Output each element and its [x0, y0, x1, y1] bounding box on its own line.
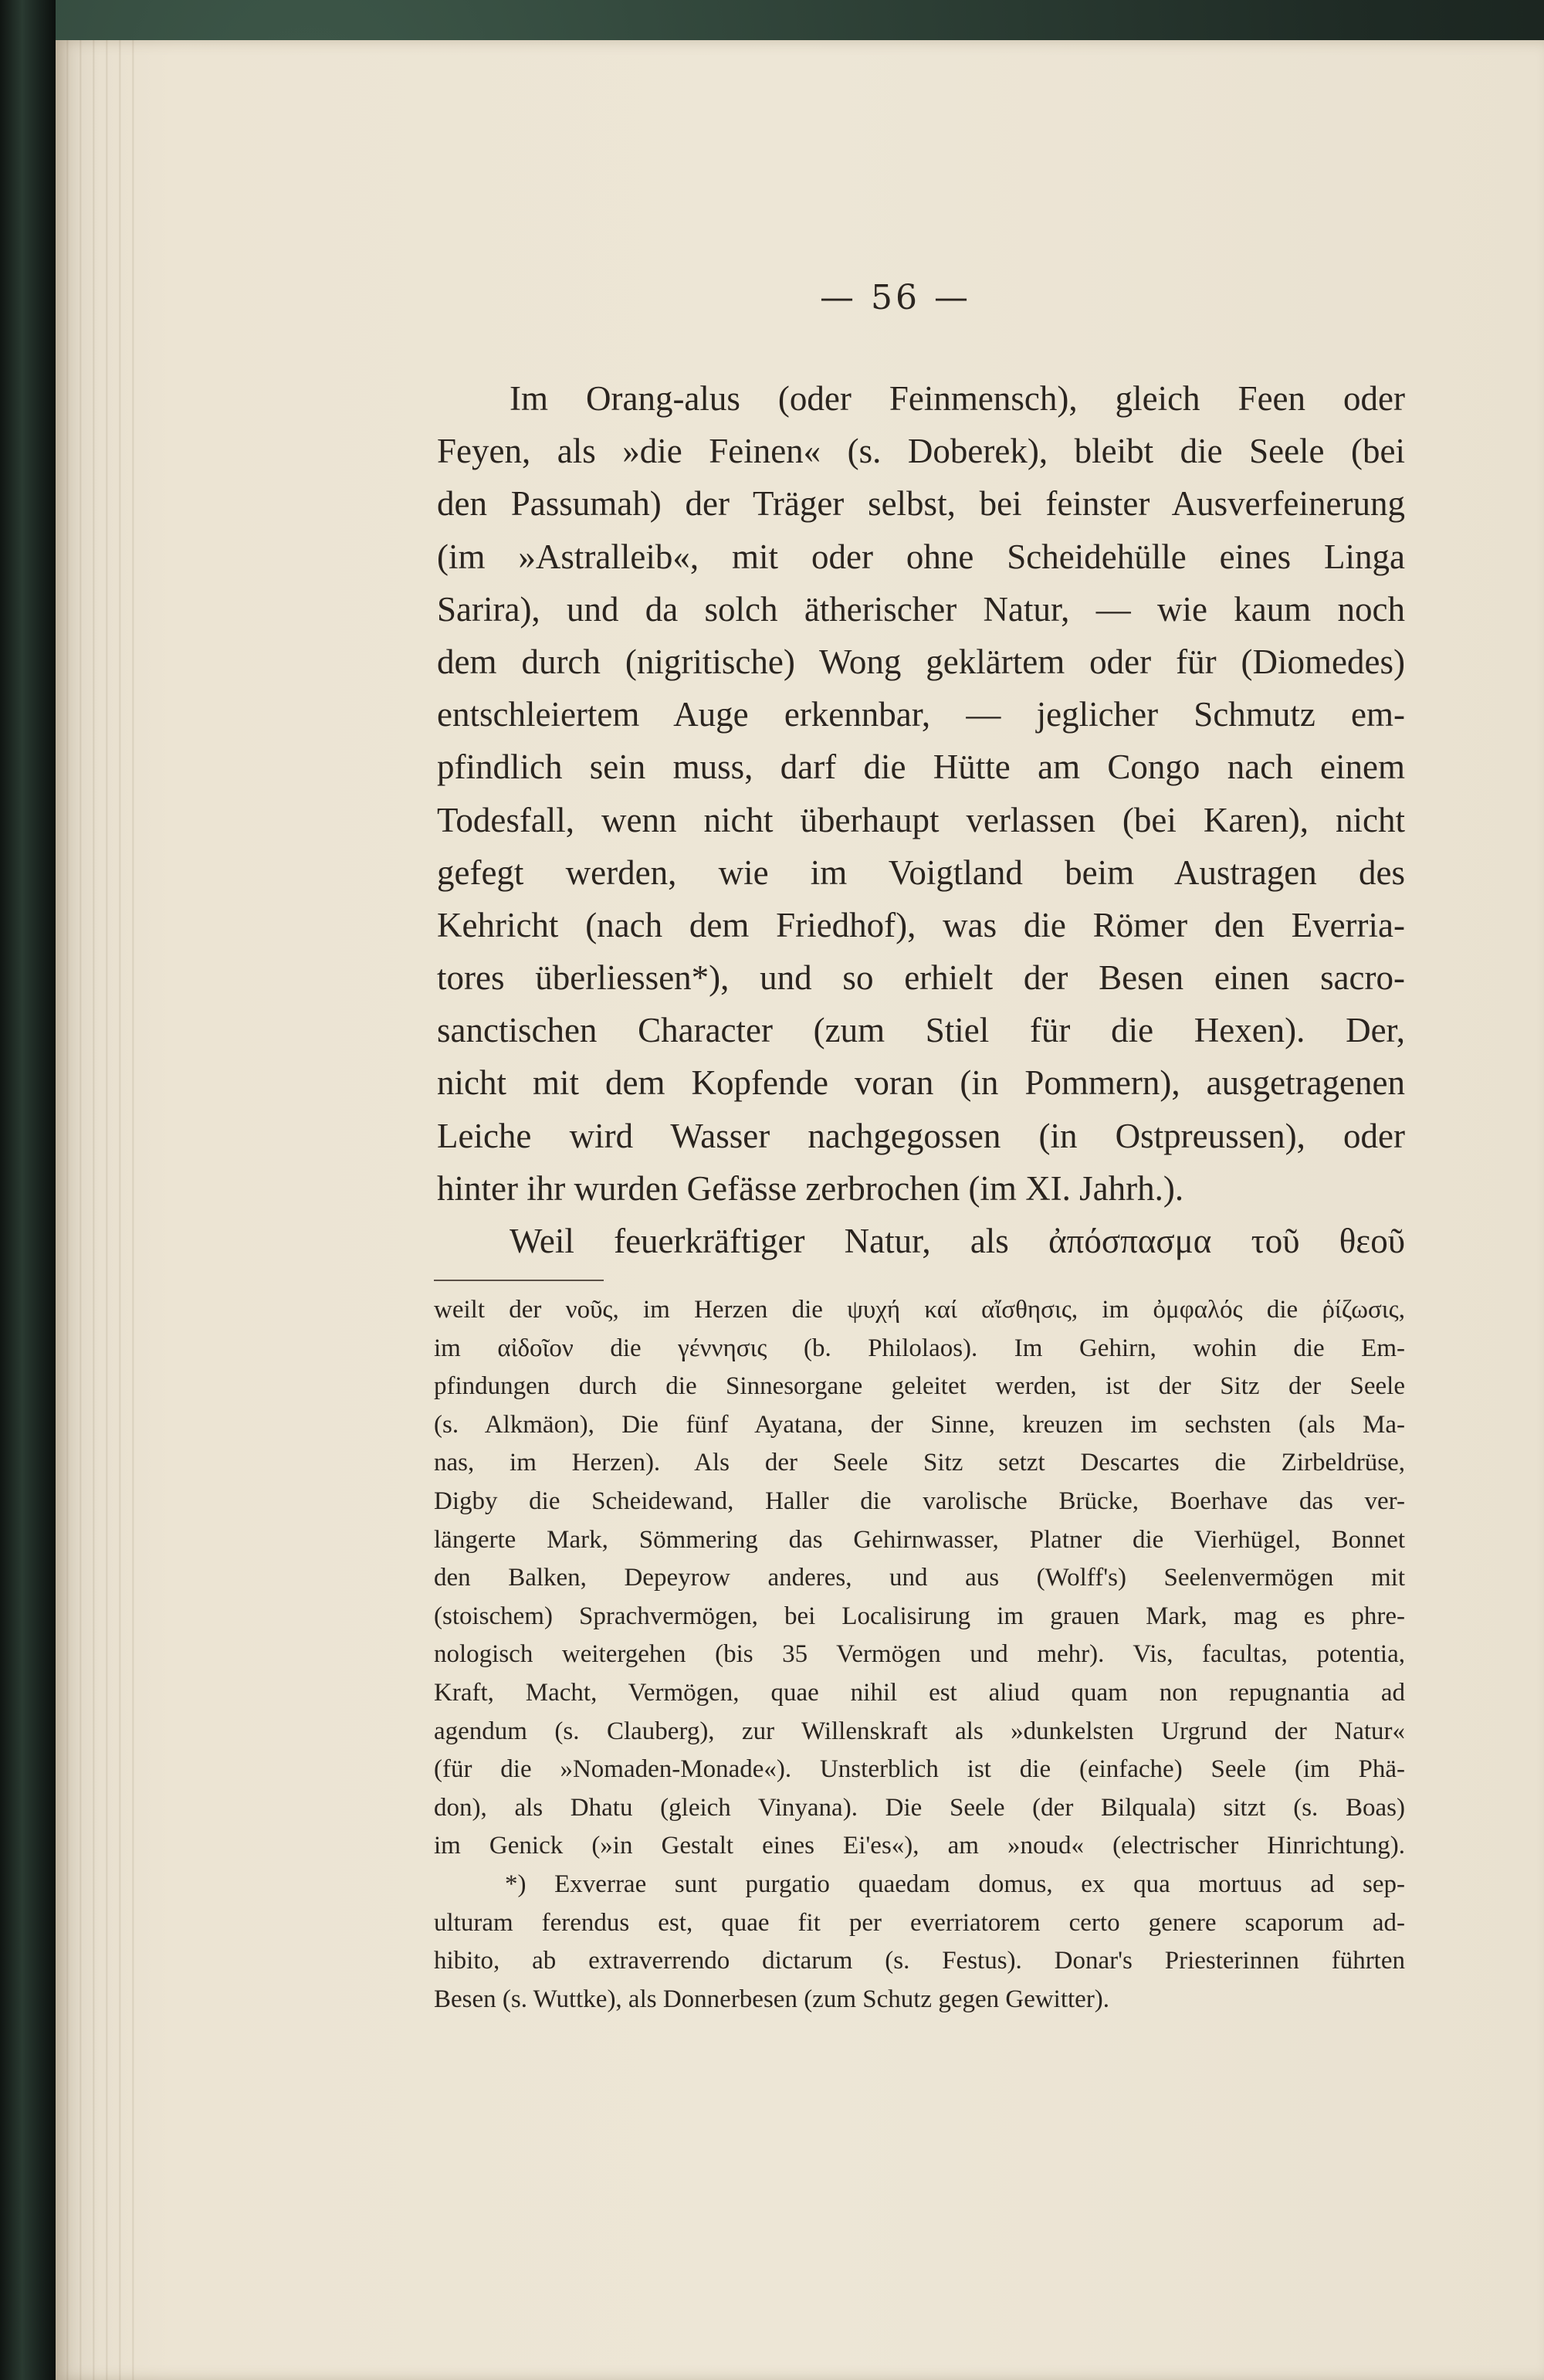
footnote-rule: [434, 1280, 604, 1281]
body-line: dem durch (nigritische) Wong geklärtem oder für (Diomedes): [437, 642, 1405, 681]
body-line: nicht mit dem Kopfende voran (in Pommern), ausgetragenen: [437, 1063, 1405, 1103]
footnote-line: weilt der νοῦς, im Herzen die ψυχή καί αἴσθησις, im ὀμφαλός die ῥίζωσις,: [434, 1296, 1405, 1324]
footnote-line: (stoischem) Sprachvermögen, bei Localisirung im grauen Mark, mag es phre-: [434, 1602, 1405, 1630]
body-line: Kehricht (nach dem Friedhof), was die Römer den Everria-: [437, 905, 1405, 944]
body-line: gefegt werden, wie im Voigtland beim Austragen des: [437, 853, 1405, 892]
footnote-line: pfindungen durch die Sinnesorgane geleitet werden, ist der Sitz der Seele: [434, 1372, 1405, 1401]
body-line: hinter ihr wurden Gefässe zerbrochen (im XI. Jahrh.).: [437, 1168, 1184, 1208]
body-line: Feyen, als »die Feinen« (s. Doberek), bleibt die Seele (bei: [437, 432, 1405, 471]
body-line: entschleiertem Auge erkennbar, — jeglicher Schmutz em-: [437, 695, 1405, 734]
footnote-line: don), als Dhatu (gleich Vinyana). Die Seele (der Bilquala) sitzt (s. Boas): [434, 1793, 1405, 1822]
footnote-line: Besen (s. Wuttke), als Donnerbesen (zum Schutz gegen Gewitter).: [434, 1985, 1110, 2013]
footnote-line: *) Exverrae sunt purgatio quaedam domus, ex qua mortuus ad sep-: [505, 1870, 1405, 1898]
body-line: Sarira), und da solch ätherischer Natur, — wie kaum noch: [437, 589, 1405, 629]
footnote-line: im Genick (»in Gestalt eines Ei'es«), am »noud« (electrischer Hinrichtung).: [434, 1832, 1405, 1860]
footnotes-block: [434, 1291, 1405, 2019]
footnote-line: nas, im Herzen). Als der Seele Sitz setzt Descartes die Zirbeldrüse,: [434, 1449, 1405, 1477]
book-binding: [0, 0, 56, 2380]
body-line: Leiche wird Wasser nachgegossen (in Ostpreussen), oder: [437, 1116, 1405, 1155]
footnote-line: (für die »Nomaden-Monade«). Unsterblich ist die (einfache) Seele (im Phä-: [434, 1755, 1405, 1784]
body-line: sanctischen Character (zum Stiel für die Hexen). Der,: [437, 1011, 1405, 1050]
body-line: tores überliessen*), und so erhielt der Besen einen sacro-: [437, 958, 1405, 998]
footnote-line: Digby die Scheidewand, Haller die varolische Brücke, Boerhave das ver-: [434, 1487, 1405, 1515]
footnote-line: im αἰδοῖον die γέννησις (b. Philolaos). Im Gehirn, wohin die Em-: [434, 1334, 1405, 1362]
footnote-line: nologisch weitergehen (bis 35 Vermögen und mehr). Vis, facultas, potentia,: [434, 1640, 1405, 1669]
body-line: den Passumah) der Träger selbst, bei feinster Ausverfeinerung: [437, 484, 1405, 524]
body-line: Todesfall, wenn nicht überhaupt verlassen (bei Karen), nicht: [437, 800, 1405, 839]
body-line: (im »Astralleib«, mit oder ohne Scheidehülle eines Linga: [437, 537, 1405, 576]
footnote-line: (s. Alkmäon), Die fünf Ayatana, der Sinne, kreuzen im sechsten (als Ma-: [434, 1410, 1405, 1439]
body-line: Weil feuerkräftiger Natur, als ἀπόσπασμα τοῦ θεοῦ: [510, 1222, 1405, 1260]
footnote-line: den Balken, Depeyrow anderes, und aus (Wolff's) Seelenvermögen mit: [434, 1564, 1405, 1592]
footnote-line: hibito, ab extraverrendo dictarum (s. Festus). Donar's Priesterinnen führten: [434, 1947, 1405, 1975]
footnote-line: agendum (s. Clauberg), zur Willenskraft als »dunkelsten Urgrund der Natur«: [434, 1717, 1405, 1745]
body-line: pfindlich sein muss, darf die Hütte am Congo nach einem: [437, 748, 1405, 787]
main-body-text: [437, 372, 1405, 1267]
page-number: — 56 —: [820, 278, 971, 317]
footnote-line: ulturam ferendus est, quae fit per everriatorem certo genere scaporum ad-: [434, 1908, 1405, 1937]
body-line: Im Orang-alus (oder Feinmensch), gleich Feen oder: [510, 379, 1405, 418]
page-gutter: [56, 40, 141, 2380]
footnote-line: längerte Mark, Sömmering das Gehirnwasser, Platner die Vierhügel, Bonnet: [434, 1525, 1405, 1554]
footnote-line: Kraft, Macht, Vermögen, quae nihil est aliud quam non repugnantia ad: [434, 1678, 1405, 1707]
